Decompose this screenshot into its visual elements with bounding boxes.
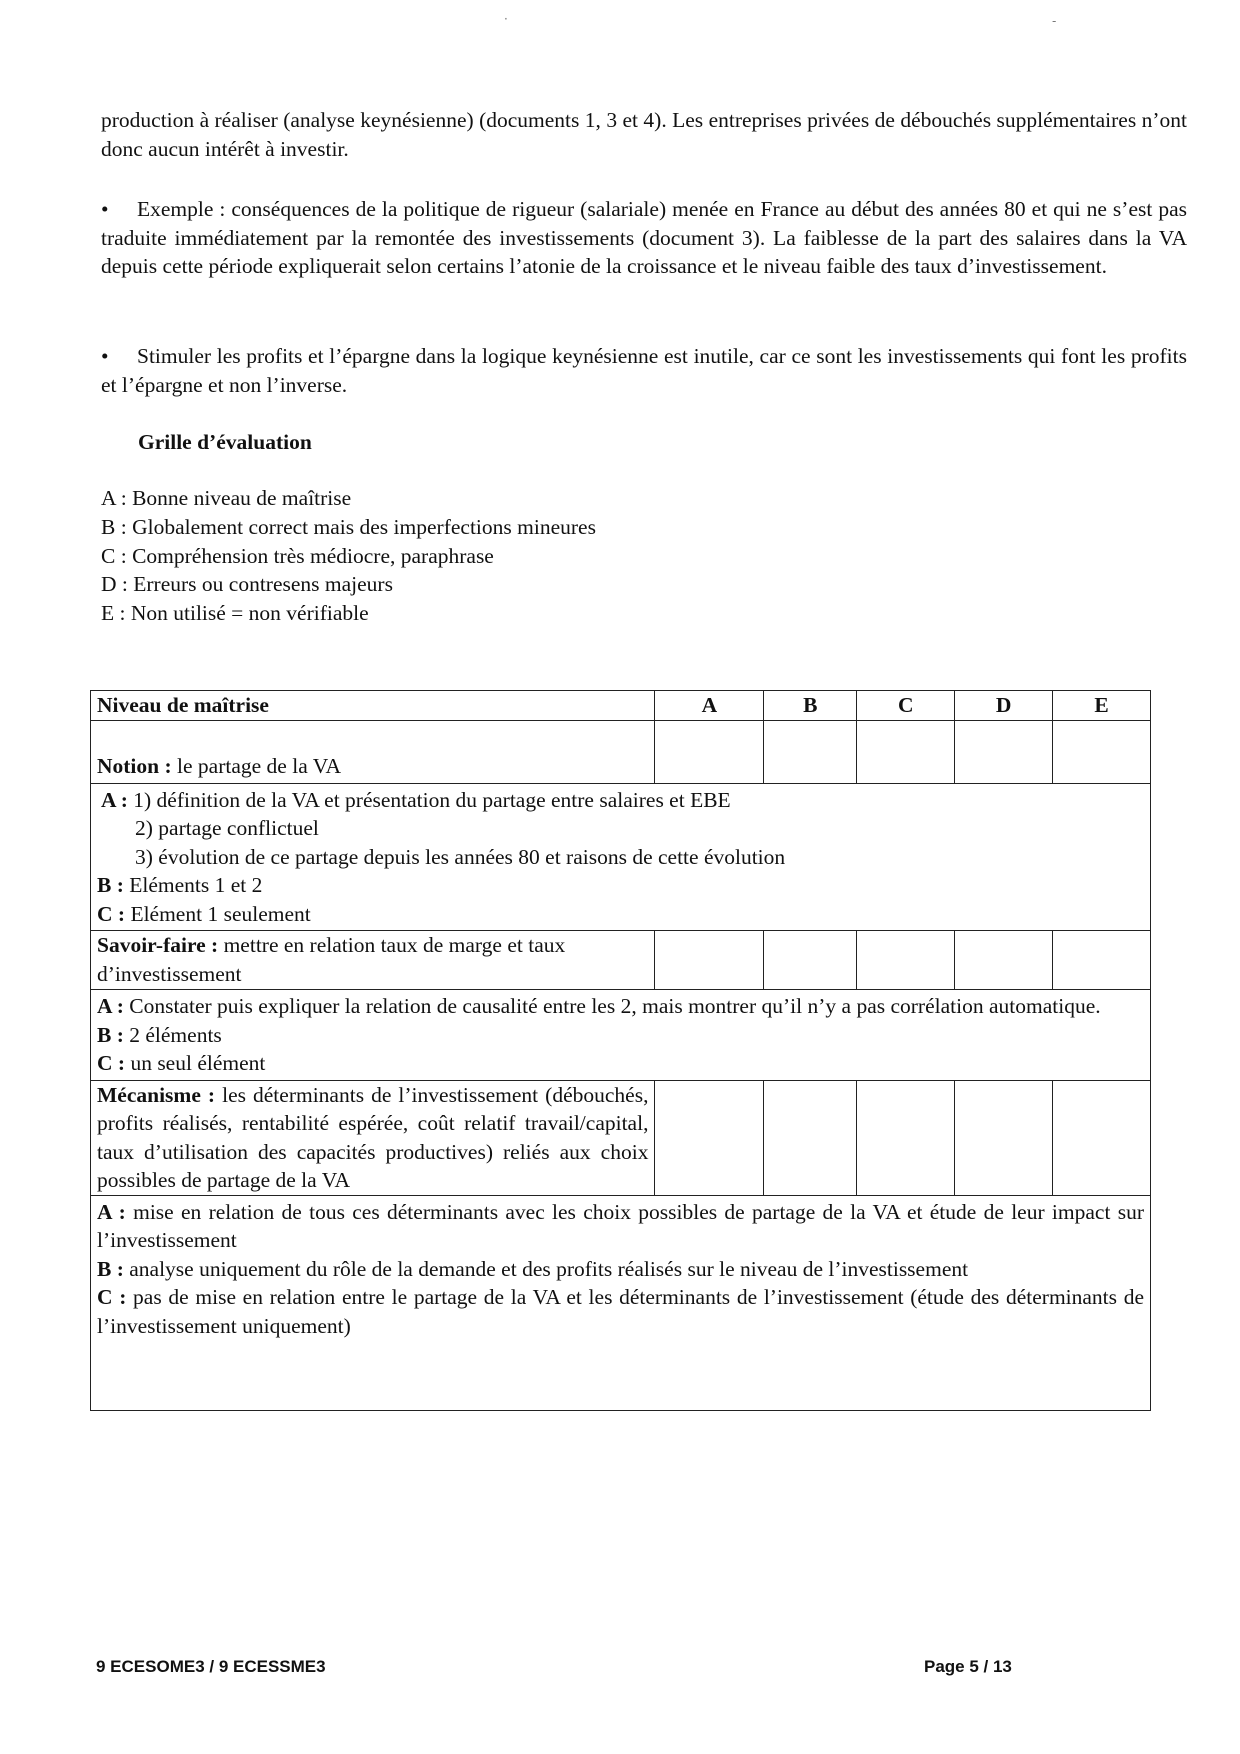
notion-label: Notion : le partage de la VA bbox=[91, 720, 655, 783]
table-row-notion-criteria bbox=[91, 783, 1151, 931]
mecanisme-cell-d[interactable] bbox=[955, 1080, 1053, 1195]
notion-cell-b[interactable] bbox=[764, 720, 857, 783]
savoir-faire-criteria: A : Constater puis expliquer la relation de causalité entre les 2, mais montrer qu’il n’y a pas corrélation automatique. B : 2 éléments C : un seul élément bbox=[91, 990, 1151, 1081]
intro-paragraph-3-text: Stimuler les profits et l’épargne dans la logique keynésienne est inutile, car ce sont les investissements qui font les profits et l’épargne et non l’inverse. bbox=[101, 344, 1187, 397]
mecanisme-cell-e[interactable] bbox=[1053, 1080, 1151, 1195]
intro-paragraph-1: production à réaliser (analyse keynésienne) (documents 1, 3 et 4). Les entreprises privées de débouchés supplémentaires n’ont donc aucun intérêt à investir. bbox=[101, 108, 1187, 161]
footer-page-number: Page 5 / 13 bbox=[924, 1657, 1012, 1676]
bullet-icon: • bbox=[101, 197, 109, 221]
mecanisme-cell-b[interactable] bbox=[764, 1080, 857, 1195]
grille-legend-item: D : Erreurs ou contresens majeurs bbox=[101, 572, 393, 597]
table-header-row bbox=[91, 691, 1151, 721]
savoir-faire-cell-c[interactable] bbox=[857, 931, 955, 990]
notion-cell-e[interactable] bbox=[1053, 720, 1151, 783]
mecanisme-cell-a[interactable] bbox=[655, 1080, 764, 1195]
evaluation-table bbox=[90, 690, 1151, 1411]
grille-legend-item: B : Globalement correct mais des imperfections mineures bbox=[101, 514, 596, 539]
grille-title: Grille d’évaluation bbox=[138, 430, 312, 454]
grille-legend-item: E : Non utilisé = non vérifiable bbox=[101, 601, 369, 626]
grille-legend-item: A : Bonne niveau de maîtrise bbox=[101, 486, 352, 510]
intro-paragraph-2-text: Exemple : conséquences de la politique de rigueur (salariale) menée en France au début des années 80 et qui ne s’est pas traduite immédiatement par la remontée des investissements (document 3). La faiblesse de la part des salaires dans la VA depuis cette période expliquerait selon certains l’atonie de la croissance et le niveau faible des taux d’investissement. bbox=[101, 197, 1187, 278]
notion-cell-c[interactable] bbox=[857, 720, 955, 783]
level-header-c: C bbox=[857, 691, 955, 721]
intro-paragraph-3 bbox=[101, 342, 1187, 399]
table-row-mecanisme bbox=[91, 1080, 1151, 1195]
table-row-mecanisme-criteria bbox=[91, 1195, 1151, 1410]
grille-legend bbox=[101, 484, 596, 628]
savoir-faire-cell-d[interactable] bbox=[955, 931, 1053, 990]
mecanisme-criteria: A : mise en relation de tous ces déterminants avec les choix possibles de partage de la VA et étude de leur impact sur l’investissement B : analyse uniquement du rôle de la demande et des profits réalisés sur le niveau de l’investissement C : pas de mise en relation entre le partage de la VA et les déterminants de l’investissement (étude des déterminants de l’investissement uniquement) bbox=[91, 1195, 1151, 1410]
savoir-faire-cell-e[interactable] bbox=[1053, 931, 1151, 990]
intro-paragraph-2 bbox=[101, 195, 1187, 281]
notion-criteria: A : 1) définition de la VA et présentation du partage entre salaires et EBE 2) partage conflictuel 3) évolution de ce partage depuis les années 80 et raisons de cette évolution B : Eléments 1 et 2 C : Elément 1 seulement bbox=[91, 783, 1151, 931]
bullet-icon: • bbox=[101, 344, 109, 368]
mecanisme-label: Mécanisme : les déterminants de l’investissement (débouchés, profits réalisés, rentabilité espérée, coût relatif travail/capital, taux d’utilisation des capacités productives) reliés aux choix possibles de partage de la VA bbox=[91, 1080, 655, 1195]
scan-mark: - bbox=[1052, 14, 1057, 28]
notion-cell-a[interactable] bbox=[655, 720, 764, 783]
table-row-notion bbox=[91, 720, 1151, 783]
savoir-faire-label: Savoir-faire : mettre en relation taux de marge et taux d’investissement bbox=[91, 931, 655, 990]
notion-cell-d[interactable] bbox=[955, 720, 1053, 783]
level-header-d: D bbox=[955, 691, 1053, 721]
level-header-e: E bbox=[1053, 691, 1151, 721]
footer-exam-code: 9 ECESOME3 / 9 ECESSME3 bbox=[96, 1657, 326, 1676]
grille-legend-item: C : Compréhension très médiocre, paraphrase bbox=[101, 543, 494, 568]
table-row-savoir-faire bbox=[91, 931, 1151, 990]
header-niveau-label: Niveau de maîtrise bbox=[91, 691, 655, 721]
savoir-faire-cell-a[interactable] bbox=[655, 931, 764, 990]
level-header-b: B bbox=[764, 691, 857, 721]
level-header-a: A bbox=[655, 691, 764, 721]
table-row-savoir-faire-criteria bbox=[91, 990, 1151, 1081]
mecanisme-cell-c[interactable] bbox=[857, 1080, 955, 1195]
savoir-faire-cell-b[interactable] bbox=[764, 931, 857, 990]
scan-mark: · bbox=[504, 12, 508, 26]
